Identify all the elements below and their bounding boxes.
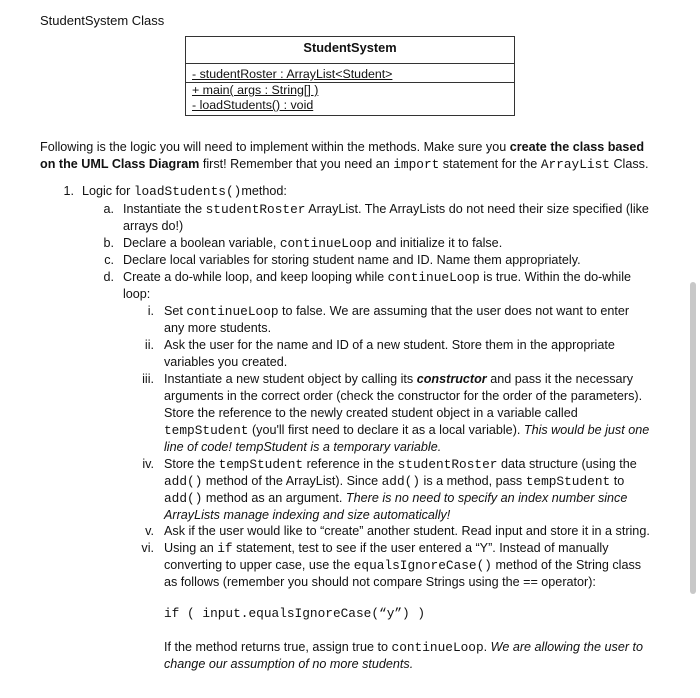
section-heading: StudentSystem Class	[40, 13, 165, 28]
intro-paragraph: Following is the logic you will need to implement within the methods. Make sure you create the class based on the UML Class Diagram first! Remember that you need an import statement for the ArrayList Class.	[40, 140, 649, 172]
vertical-scrollbar[interactable]	[690, 282, 696, 594]
list-letter: c.	[104, 253, 114, 267]
list-letter: a.	[103, 202, 114, 216]
list-item-v: Ask if the user would like to “create” another student. Read input and store it in a string.	[164, 524, 650, 538]
uml-method-main: + main( args : String[] )	[192, 83, 319, 97]
list-item-a: Instantiate the studentRoster ArrayList. The ArrayLists do not need their size specified (like arrays do!)	[123, 202, 649, 233]
uml-method-load: - loadStudents() : void	[192, 98, 314, 112]
uml-attribute: - studentRoster : ArrayList<Student>	[192, 67, 393, 81]
uml-class-diagram	[185, 36, 515, 116]
list-roman: i.	[147, 304, 154, 318]
list-item-c: Declare local variables for storing student name and ID. Name them appropriately.	[123, 253, 581, 267]
list-roman: iv.	[142, 457, 154, 471]
list-roman: v.	[145, 524, 154, 538]
list-number: 1.	[63, 184, 74, 198]
list-letter: b.	[103, 236, 114, 250]
list-item-vi: Using an if statement, test to see if the user entered a “Y”. Instead of manually converting to upper case, use the equalsIgnoreCase() method of the String class as follows (remember you should not compare Strings using the == operator):	[164, 541, 642, 589]
list-item-b: Declare a boolean variable, continueLoop and initialize it to false.	[123, 236, 503, 251]
list-item-ii: Ask the user for the name and ID of a new student. Store them in the appropriate variables you created.	[164, 338, 615, 369]
list-roman: iii.	[142, 372, 154, 386]
list-item-iii: Instantiate a new student object by calling its constructor and pass it the necessary arguments in the correct order (check the constructor for the order of the parameters). Store the reference to the newly created student object in a variable called tempStudent (you'll first need to declare it as a local variable). This would be just one line of code! tempStudent is a temporary variable.	[164, 372, 650, 454]
list-item-iv: Store the tempStudent reference in the studentRoster data structure (using the add() method of the ArrayList). Since add() is a method, pass tempStudent to add() method as an argument. There is no need to specify an index number since ArrayLists manage indexing and size automatically!	[164, 457, 637, 522]
list-roman: vi.	[141, 541, 154, 555]
uml-class-name: StudentSystem	[186, 37, 514, 64]
list-letter: d.	[103, 270, 114, 284]
list-item-1: Logic for loadStudents()method:	[82, 184, 287, 199]
list-item-vi-followup: If the method returns true, assign true to continueLoop. We are allowing the user to change our assumption of no more students.	[164, 640, 644, 671]
code-snippet: if ( input.equalsIgnoreCase(“y”) )	[164, 606, 426, 621]
list-item-i: Set continueLoop to false. We are assuming that the user does not want to enter any more students.	[164, 304, 630, 335]
list-roman: ii.	[144, 338, 154, 352]
list-item-d: Create a do-while loop, and keep looping while continueLoop is true. Within the do-while loop:	[123, 270, 631, 301]
